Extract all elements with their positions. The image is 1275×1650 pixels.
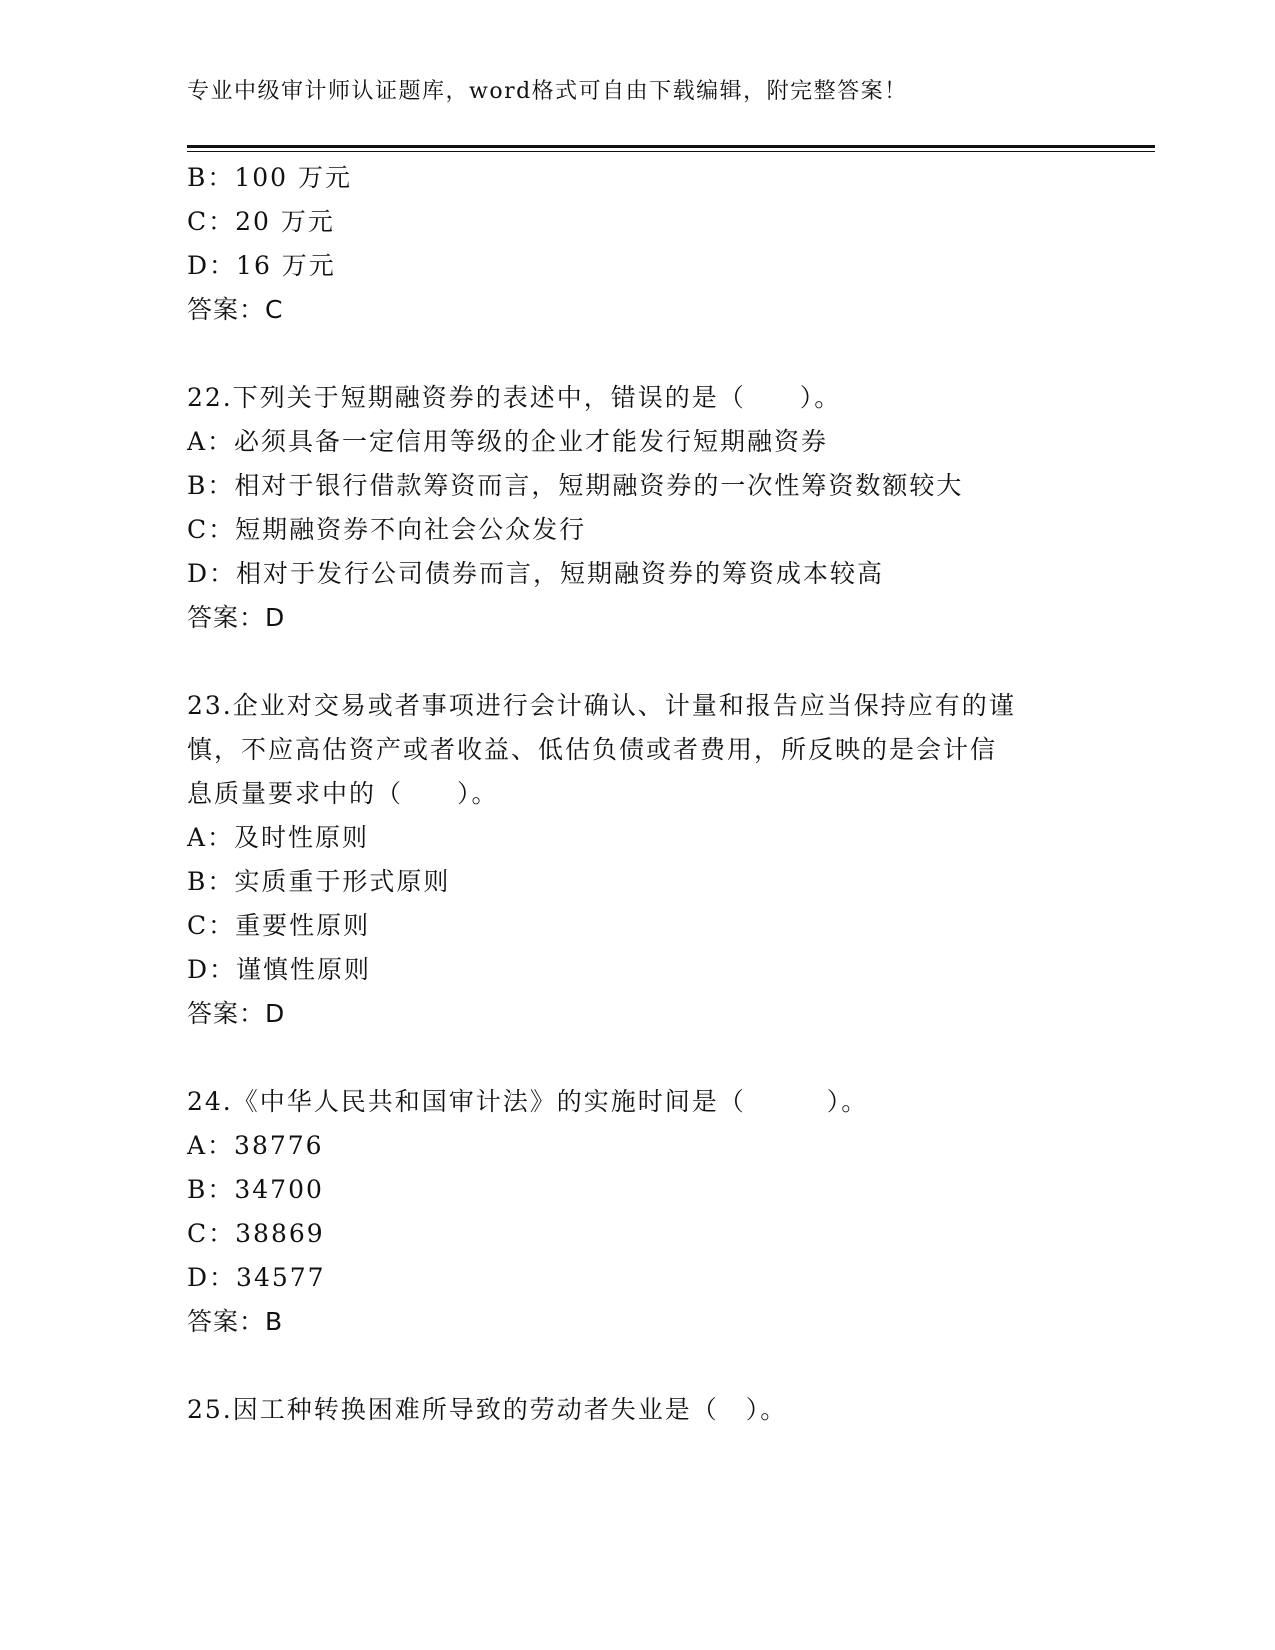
q24-option-d: D：34577 bbox=[187, 1263, 326, 1292]
q24-option-c: C：38869 bbox=[187, 1219, 325, 1248]
q23-stem-line-3: 息质量要求中的（ ）。 bbox=[187, 779, 499, 808]
q24-option-b: B：34700 bbox=[187, 1175, 324, 1204]
prev-option-c: C：20 万元 bbox=[187, 207, 335, 236]
q22-option-b: B：相对于银行借款筹资而言，短期融资券的一次性筹资数额较大 bbox=[187, 471, 964, 500]
q22-option-d: D：相对于发行公司债券而言，短期融资券的筹资成本较高 bbox=[187, 559, 885, 588]
q23-option-b: B：实质重于形式原则 bbox=[187, 867, 451, 896]
q25-stem: 25.因工种转换困难所导致的劳动者失业是（ ）。 bbox=[187, 1395, 788, 1424]
header-divider-thin bbox=[187, 151, 1155, 152]
q22-stem: 22.下列关于短期融资券的表述中，错误的是（ ）。 bbox=[187, 383, 842, 412]
page-header: 专业中级审计师认证题库，word格式可自由下载编辑，附完整答案！ bbox=[187, 79, 908, 104]
q22-answer: 答案：D bbox=[187, 603, 286, 632]
q23-option-d: D：谨慎性原则 bbox=[187, 955, 372, 984]
header-divider-thick bbox=[187, 145, 1155, 148]
q22-option-a: A：必须具备一定信用等级的企业才能发行短期融资券 bbox=[187, 427, 829, 456]
q24-option-a: A：38776 bbox=[187, 1131, 324, 1160]
prev-option-b: B：100 万元 bbox=[187, 163, 353, 192]
q23-option-a: A：及时性原则 bbox=[187, 823, 370, 852]
q24-stem: 24.《中华人民共和国审计法》的实施时间是（ ）。 bbox=[187, 1087, 869, 1116]
q23-stem-line-1: 23.企业对交易或者事项进行会计确认、计量和报告应当保持应有的谨 bbox=[187, 691, 1016, 720]
prev-option-d: D：16 万元 bbox=[187, 251, 336, 280]
q23-answer: 答案：D bbox=[187, 999, 286, 1028]
q22-option-c: C：短期融资券不向社会公众发行 bbox=[187, 515, 587, 544]
q24-answer: 答案：B bbox=[187, 1307, 284, 1336]
prev-answer: 答案：C bbox=[187, 295, 284, 324]
q23-stem-line-2: 慎，不应高估资产或者收益、低估负债或者费用，所反映的是会计信 bbox=[187, 735, 998, 764]
q23-option-c: C：重要性原则 bbox=[187, 911, 371, 940]
